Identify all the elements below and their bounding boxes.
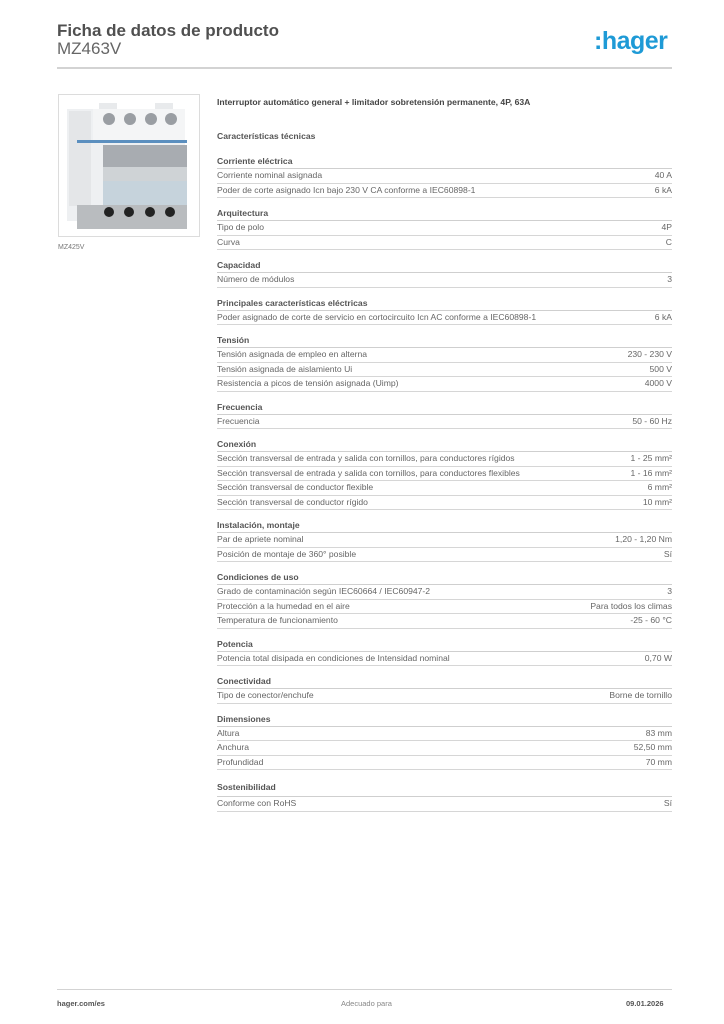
spec-group-title: Dimensiones: [217, 713, 672, 727]
spec-row: [217, 689, 672, 704]
spec-value: 70 mm: [645, 756, 672, 767]
spec-value: 1 - 16 mm²: [630, 467, 672, 478]
spec-row: [217, 415, 672, 430]
spec-label: Conforme con RoHS: [217, 798, 297, 808]
spec-label: Corriente nominal asignada: [217, 170, 323, 180]
spec-row: [217, 756, 672, 771]
spec-label: Anchura: [217, 742, 250, 752]
spec-value: 40 A: [654, 170, 672, 180]
spec-label: Par de apriete nominal: [217, 534, 304, 544]
spec-row: [217, 236, 672, 251]
spec-group: [217, 638, 672, 667]
spec-label: Potencia total disipada en condiciones de Intensidad nominal: [217, 652, 450, 663]
spec-value: 230 - 230 V: [627, 349, 672, 359]
spec-label: Frecuencia: [217, 415, 260, 426]
spec-value: 4P: [661, 222, 672, 232]
spec-group: [217, 155, 672, 198]
spec-label: Profundidad: [217, 756, 264, 767]
spec-row: [217, 452, 672, 467]
spec-row: [217, 548, 672, 563]
spec-row: [217, 311, 672, 326]
spec-row: [217, 797, 672, 812]
spec-label: Posición de montaje de 360° posible: [217, 548, 357, 559]
spec-row: [217, 467, 672, 482]
spec-row: [217, 363, 672, 378]
product-reference: MZ463V: [57, 39, 122, 58]
spec-row: [217, 533, 672, 548]
spec-group: [217, 713, 672, 771]
spec-value: 0,70 W: [644, 652, 672, 663]
spec-label: Sección transversal de conductor flexible: [217, 482, 374, 492]
spec-group: [217, 334, 672, 392]
spec-label: Altura: [217, 727, 240, 738]
spec-label: Tensión asignada de aislamiento Ui: [217, 363, 353, 374]
footer-website: hager.com/es: [57, 999, 105, 1008]
spec-value: -25 - 60 °C: [630, 615, 672, 625]
spec-row: [217, 348, 672, 363]
spec-group-title: Condiciones de uso: [217, 571, 672, 585]
spec-row: [217, 221, 672, 236]
spec-label: Temperatura de funcionamiento: [217, 615, 338, 625]
spec-row: [217, 727, 672, 742]
spec-value: 3: [667, 586, 672, 596]
spec-label: Tensión asignada de empleo en alterna: [217, 349, 368, 359]
spec-row: [217, 600, 672, 615]
spec-label: Protección a la humedad en el aire: [217, 600, 350, 611]
spec-row: [217, 273, 672, 288]
spec-group-title: Potencia: [217, 638, 672, 652]
spec-row: [217, 169, 672, 184]
spec-group: [217, 779, 672, 812]
spec-row: [217, 652, 672, 667]
spec-row: [217, 496, 672, 511]
technical-section-title: Características técnicas: [217, 131, 316, 141]
spec-row: [217, 377, 672, 392]
spec-group-title: Corriente eléctrica: [217, 155, 672, 169]
spec-label: Número de módulos: [217, 274, 295, 284]
product-description: Interruptor automático general + limitador sobretensión permanente, 4P, 63A: [217, 97, 531, 107]
footer-suitable-for: Adecuado para: [341, 999, 392, 1008]
spec-group-title: Frecuencia: [217, 401, 672, 415]
spec-value: 500 V: [649, 363, 672, 374]
spec-group-title: Instalación, montaje: [217, 519, 672, 533]
spec-group-title: Conexión: [217, 438, 672, 452]
spec-row: [217, 614, 672, 629]
spec-group: [217, 259, 672, 288]
specifications: [217, 155, 672, 821]
spec-value: 10 mm²: [642, 496, 672, 507]
image-caption: MZ425V: [58, 244, 85, 251]
spec-group: [217, 207, 672, 250]
spec-value: 6 kA: [654, 184, 672, 195]
circuit-breaker-icon: [59, 95, 199, 236]
spec-value: C: [665, 236, 672, 247]
footer-date: 09.01.2026: [626, 999, 664, 1008]
spec-value: 3: [667, 274, 672, 284]
spec-value: 83 mm: [645, 727, 672, 738]
spec-group: [217, 519, 672, 562]
spec-label: Resistencia a picos de tensión asignada (Uimp): [217, 378, 399, 388]
spec-label: Sección transversal de conductor rígido: [217, 496, 368, 507]
footer-divider: [57, 989, 672, 990]
hager-logo: :hager: [594, 27, 668, 55]
spec-row: [217, 741, 672, 756]
spec-value: Borne de tornillo: [609, 690, 672, 700]
spec-group-title: Sostenibilidad: [217, 779, 672, 797]
product-image: [58, 94, 200, 237]
spec-group: [217, 297, 672, 326]
spec-label: Tipo de conector/enchufe: [217, 690, 314, 700]
spec-label: Sección transversal de entrada y salida con tornillos, para conductores rígidos: [217, 453, 515, 463]
page-title: Ficha de datos de producto: [57, 21, 279, 40]
spec-value: 52,50 mm: [633, 742, 672, 752]
spec-value: 1 - 25 mm²: [630, 453, 672, 463]
spec-value: Para todos los climas: [590, 600, 672, 611]
spec-row: [217, 585, 672, 600]
spec-group: [217, 675, 672, 704]
spec-label: Tipo de polo: [217, 222, 264, 232]
spec-label: Sección transversal de entrada y salida con tornillos, para conductores flexibles: [217, 467, 520, 478]
spec-value: 1,20 - 1,20 Nm: [615, 534, 672, 544]
spec-value: Sí: [663, 798, 672, 808]
spec-row: [217, 481, 672, 496]
spec-group-title: Conectividad: [217, 675, 672, 689]
spec-label: Poder asignado de corte de servicio en cortocircuito Icn AC conforme a IEC60898-1: [217, 311, 537, 322]
spec-value: 4000 V: [644, 378, 672, 388]
spec-group-title: Capacidad: [217, 259, 672, 273]
spec-value: Sí: [663, 548, 672, 559]
spec-value: 50 - 60 Hz: [632, 415, 672, 426]
spec-value: 6 kA: [654, 311, 672, 322]
spec-label: Grado de contaminación según IEC60664 / IEC60947-2: [217, 586, 431, 596]
spec-group: [217, 401, 672, 430]
spec-group-title: Tensión: [217, 334, 672, 348]
spec-value: 6 mm²: [647, 482, 672, 492]
spec-label: Poder de corte asignado Icn bajo 230 V CA conforme a IEC60898-1: [217, 184, 476, 195]
spec-group-title: Principales características eléctricas: [217, 297, 672, 311]
spec-group-title: Arquitectura: [217, 207, 672, 221]
spec-group: [217, 571, 672, 629]
spec-row: [217, 184, 672, 199]
spec-label: Curva: [217, 236, 240, 247]
spec-group: [217, 438, 672, 510]
header-divider: [57, 67, 672, 69]
